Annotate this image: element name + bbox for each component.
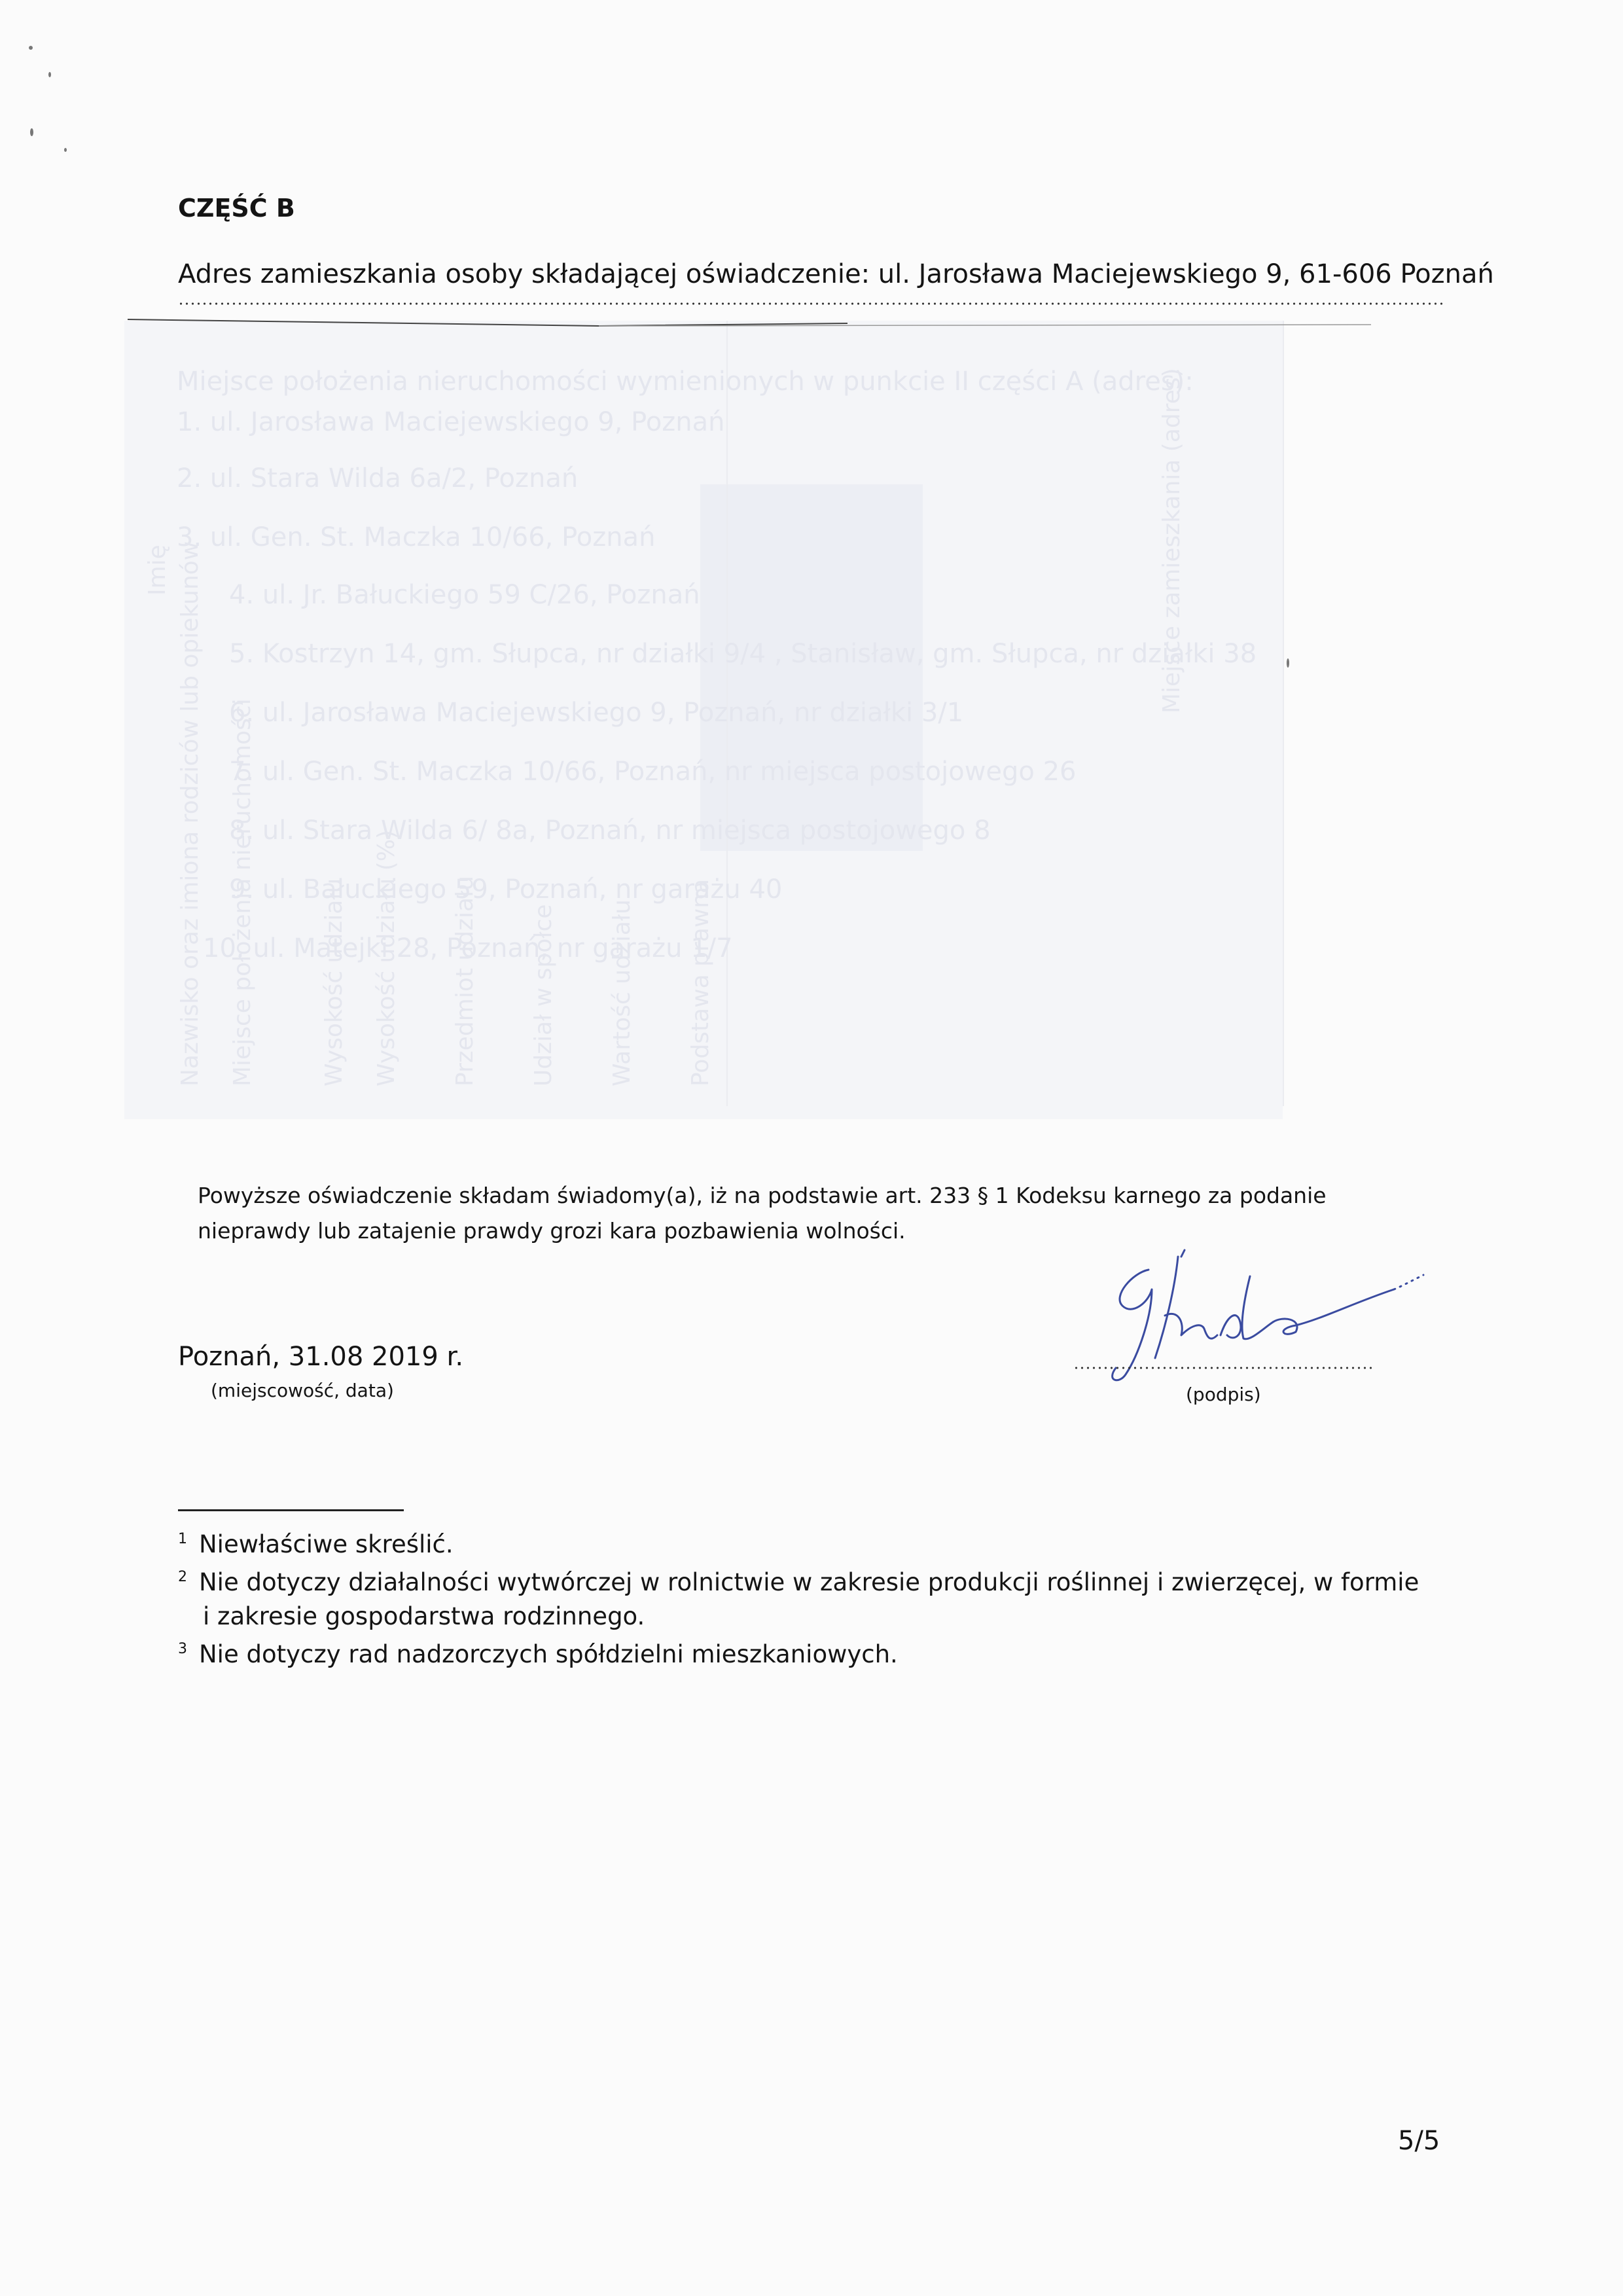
- bleed-line: Miejsce położenia nieruchomości wymienionych w punkcie II części A (adres):: [177, 367, 1194, 397]
- footnote-text: Niewłaściwe skreślić.: [199, 1530, 454, 1558]
- bleed-vertical-text: Nazwisko oraz imiona rodziców lub opiekunów: [177, 541, 204, 1086]
- fold-line: [128, 317, 1371, 336]
- place-date-caption: (miejscowość, data): [211, 1380, 394, 1401]
- scan-speck: [48, 72, 51, 77]
- footnote-text: Nie dotyczy rad nadzorczych spółdzielni mieszkaniowych.: [199, 1640, 898, 1668]
- scan-speck: [64, 148, 67, 152]
- bleed-vertical-text: Wysokość udziału (%): [373, 829, 400, 1086]
- bleed-line: 10. ul. Matejki 28, Poznań, nr garażu 1/7: [203, 933, 733, 963]
- bleed-line: 6. ul. Jarosława Maciejewskiego 9, Poznań, nr działki 3/1: [229, 698, 964, 728]
- footnote-3: [178, 1632, 1461, 1672]
- bleed-vertical-text: Przedmiot udziału: [452, 875, 478, 1086]
- bleed-line: 1. ul. Jarosława Maciejewskiego 9, Poznań: [177, 407, 725, 437]
- footnote-text: Nie dotyczy działalności wytwórczej w rolnictwie w zakresie produkcji roślinnej i zwierzęcej, w formie: [199, 1568, 1419, 1596]
- bleed-line: 9. ul. Bałuckiego 59, Poznań, nr garażu 40: [229, 874, 783, 905]
- footnote-2: [178, 1560, 1461, 1634]
- bleed-line: 7. ul. Gen. St. Maczka 10/66, Poznań, nr miejsca postojowego 26: [229, 757, 1077, 787]
- footnote-text-continued: i zakresie gospodarstwa rodzinnego.: [203, 1602, 645, 1630]
- statement-line: nieprawdy lub zatajenie prawdy grozi kara pozbawienia wolności.: [198, 1218, 906, 1244]
- bleed-vertical-text: Miejsce położenia nieruchomości: [229, 698, 256, 1086]
- scan-speck: [29, 46, 33, 50]
- bleed-vertical-text: Wartość udziału: [609, 899, 635, 1086]
- bleed-through-area: [124, 321, 1283, 1119]
- bleed-line: 8. ul. Stara Wilda 6/ 8a, Poznań, nr miejsca postojowego 8: [229, 816, 991, 846]
- scan-speck: [30, 128, 33, 136]
- bleed-vertical-text: Wysokość udziału: [321, 878, 348, 1086]
- bleed-line: 2. ul. Stara Wilda 6a/2, Poznań: [177, 463, 579, 493]
- footnote-number: 3: [178, 1641, 187, 1657]
- bleed-vertical-text: Imię: [144, 545, 171, 596]
- scan-speck: [1287, 658, 1289, 668]
- bleed-vertical-text: Miejsce zamieszkania (adres): [1158, 368, 1185, 713]
- bleed-line: 4. ul. Jr. Bałuckiego 59 C/26, Poznań: [229, 580, 700, 610]
- signature-caption: (podpis): [1186, 1384, 1261, 1405]
- signature-dotted-line: [1073, 1367, 1374, 1369]
- statement-paragraph: [198, 1178, 1376, 1249]
- bleed-vertical-text: Podstawa prawna: [687, 878, 714, 1086]
- bleed-line: 5. Kostrzyn 14, gm. Słupca, nr działki 9/4 , Stanisław, gm. Słupca, nr działki 38: [229, 639, 1257, 669]
- footnote-number: 2: [178, 1569, 187, 1585]
- handwritten-signature: [1086, 1244, 1427, 1394]
- footnote-number: 1: [178, 1531, 187, 1547]
- page-number: 5/5: [1398, 2126, 1440, 2156]
- section-title: CZĘŚĆ B: [178, 194, 295, 223]
- dotted-line: [178, 302, 1446, 305]
- place-date-value: Poznań, 31.08 2019 r.: [178, 1342, 464, 1372]
- statement-line: Powyższe oświadczenie składam świadomy(a), iż na podstawie art. 233 § 1 Kodeksu karnego za podanie: [198, 1183, 1327, 1208]
- footnote-separator: [178, 1509, 404, 1511]
- bleed-line: 3. ul. Gen. St. Maczka 10/66, Poznań: [177, 522, 656, 552]
- residence-address: Adres zamieszkania osoby składającej oświadczenie: ul. Jarosława Maciejewskiego 9, 61-606 Poznań: [178, 259, 1494, 289]
- bleed-vertical-text: Udział w spółce: [530, 904, 557, 1086]
- footnote-1: [178, 1522, 1461, 1562]
